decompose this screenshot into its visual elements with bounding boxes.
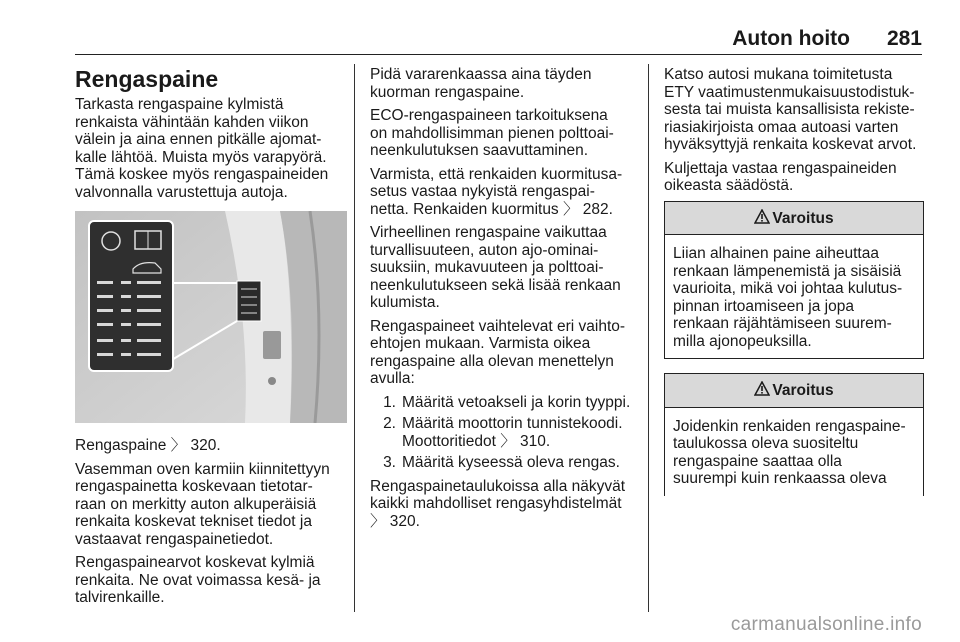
warning-triangle-icon (754, 381, 770, 401)
column-2 (370, 66, 635, 536)
warning-triangle-icon (754, 209, 770, 229)
cold-tire-paragraph: Rengaspainearvot koskevat kylmiä renkaita. Ne ovat voimassa kesä- ja talvirenkaille. (75, 554, 321, 606)
warning-header: Varoitus (665, 202, 923, 236)
list-item: 1. Määritä vetoakseli ja korin tyyppi. (383, 393, 631, 411)
spare-tire-paragraph: Pidä vararenkaassa aina täyden kuorman rengaspaine. (370, 66, 592, 101)
warning-box-2 (664, 373, 924, 496)
column-1 (75, 66, 347, 613)
warning-header: Varoitus (665, 374, 923, 408)
column-3 (664, 66, 924, 496)
header-rule (75, 54, 922, 55)
warning-text: Liian alhainen paine aiheuttaa renkaan lämpenemistä ja sisäisiä vaurioita, mikä voi johtaa kulutus- pinnan irtoamiseen ja jopa renkaan räjähtämiseen suurem- milla ajonopeuksilla. (673, 245, 903, 350)
load-paragraph: Varmista, että renkaiden kuormitusa- setus vastaa nykyistä rengaspai- netta. Renkaiden kuormitus 〉 282. (370, 165, 623, 218)
pressure-reference: Rengaspaine 〉 320. (75, 437, 221, 454)
driver-responsibility-paragraph: Kuljettaja vastaa rengaspaineiden oikeasta säädöstä. (664, 159, 897, 194)
watermark: carmanualsonline.info (730, 614, 922, 635)
door-label-paragraph: Vasemman oven karmiin kiinnitettyyn rengaspainetta koskevaan tietotar- raan on merkitty auton alkuperäisiä renkaita koskevat tekniset tiedot ja vastaavat rengaspainetiedot. (75, 460, 330, 548)
column-divider-2 (648, 64, 649, 612)
page-number: 281 (886, 27, 922, 50)
warning-box-1 (664, 201, 924, 360)
tire-pressure-label-illustration (75, 211, 347, 423)
door-frame-label-drawing (75, 211, 347, 423)
column-divider-1 (354, 64, 355, 612)
certificate-paragraph: Katso autosi mukana toimitetusta ETY vaatimustenmukaisuustodistuk- sesta tai muista kansallisista rekiste- riasiakirjoista omaa autoasi varten hyväksyttyjä renkaita koskevat arvot. (664, 66, 917, 153)
list-item: 2. Määritä moottorin tunnistekoodi. Moottoritiedot 〉 310. (383, 415, 623, 450)
section-title: Rengaspaine (75, 66, 219, 92)
procedure-intro-paragraph: Rengaspaineet vaihtelevat eri vaihto- ehtojen mukaan. Varmista oikea rengaspaine alla olevan menettelyn avulla: (370, 317, 626, 387)
warning-text: Joidenkin renkaiden rengaspaine- taulukossa oleva suositeltu rengaspaine saattaa olla suurempi kuin renkaassa oleva (673, 417, 906, 487)
intro-paragraph: Tarkasta rengaspaine kylmistä renkaista vähintään kahden viikon välein ja aina ennen pitkälle ajomat- kalle lähtöä. Muista myös varapyörä. Tämä koskee myös rengaspaineiden valvonnalla varustettuja autoja. (75, 96, 329, 201)
procedure-steps (370, 394, 635, 472)
eco-paragraph: ECO-rengaspaineen tarkoituksena on mahdollisimman pienen polttoai- neenkulutuksen saavuttaminen. (370, 107, 614, 159)
incorrect-pressure-paragraph: Virheellinen rengaspaine vaikuttaa turvallisuuteen, auton ajo-ominai- suuksiin, mukavuuteen ja polttoai- neenkulutukseen sekä lisää renkaan kulumista. (370, 224, 621, 311)
list-item: 3. Määritä kyseessä oleva rengas. (383, 454, 620, 471)
tables-paragraph: Rengaspainetaulukoissa alla näkyvät kaikki mahdolliset rengasyhdistelmät 〉 320. (370, 477, 626, 530)
chapter-title: Auton hoito (732, 27, 850, 50)
